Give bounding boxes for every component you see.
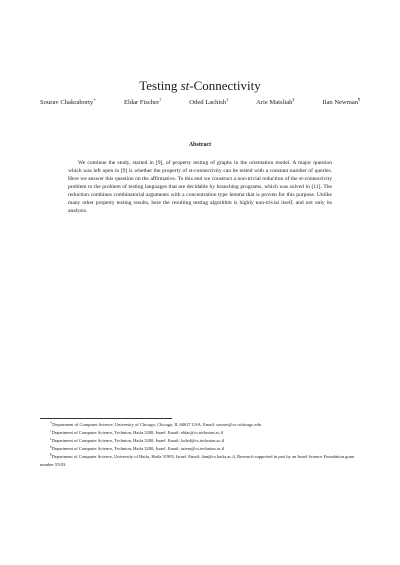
footnote-text: Department of Computer Science, Technion, Haifa 3200, Israel. Email: loded@cs.technion.ac.il (51, 437, 225, 443)
footnote-mark: ∗ (50, 420, 53, 425)
footnote-mark: § (50, 444, 52, 449)
footnote (40, 437, 360, 445)
footnote (40, 453, 360, 469)
author-name: Sourav Chakraborty (40, 99, 94, 106)
author (256, 98, 294, 108)
footnote-rule (40, 418, 172, 419)
footnote-text: Department of Computer Science, University of Chicago, Chicago, IL 60637 USA. Email: sourav@cs.uchicago.edu (52, 422, 262, 427)
footnote-mark: † (50, 428, 52, 433)
abstract-text: We continue the study, started in [9], of property testing of graphs in the orientation model. A major question which was left open in [9] is whether the property of st-connectivity can be tested with a constant number of queries. Here we answer this question on the affirmative. To this end we construct a non-trivial reduction of the st-connectivity problem to the problem of testing languages that are decidable by branching programs, which was solved in [11]. The reduction combines combinatorial arguments with a concentration type lemma that is proven for this purpose. Unlike many other property testing results, here the resulting testing algorithm is highly non-trivial itself, and not only its analysis. (68, 159, 332, 215)
author-mark: § (292, 96, 295, 102)
author-mark: ∗ (93, 96, 97, 102)
footnote (40, 445, 360, 453)
author (124, 98, 161, 108)
abstract-heading: Abstract (188, 142, 212, 148)
author-name: Oded Lachish (189, 99, 227, 106)
author-mark: ¶ (358, 96, 360, 102)
title-italic: st (180, 78, 190, 93)
footnote (40, 429, 360, 437)
author-name: Arie Matsliah (256, 99, 293, 106)
footnote-text: Department of Computer Science, University of Haifa, Haifa 31905, Israel. Email: ilan@cs.haifa.ac.il, Research supported in part by an Israel Science Foundation grant number 55/03. (40, 453, 355, 467)
author-mark: ‡ (226, 96, 229, 102)
title-prefix: Testing (139, 78, 181, 93)
paper-title (0, 78, 400, 94)
author-name: Eldar Fischer (123, 99, 160, 106)
author-list (40, 98, 360, 108)
footnote-mark: ¶ (50, 452, 52, 457)
footnote-mark: ‡ (50, 436, 52, 441)
footnote-text: Department of Computer Science, Technion, Haifa 3200, Israel. Email: eldar@cs.technion.ac.il (51, 429, 224, 435)
author (40, 98, 96, 108)
footnote-text: Department of Computer Science, Technion, Haifa 3200, Israel. Email: ariem@cs.technion.ac.il (51, 445, 225, 451)
author (322, 98, 360, 108)
author-mark: † (159, 96, 162, 102)
footnotes (40, 421, 360, 468)
title-suffix: -Connectivity (189, 78, 261, 93)
footnote (40, 421, 360, 429)
author-name: Ilan Newman (322, 99, 359, 106)
author (189, 98, 228, 108)
